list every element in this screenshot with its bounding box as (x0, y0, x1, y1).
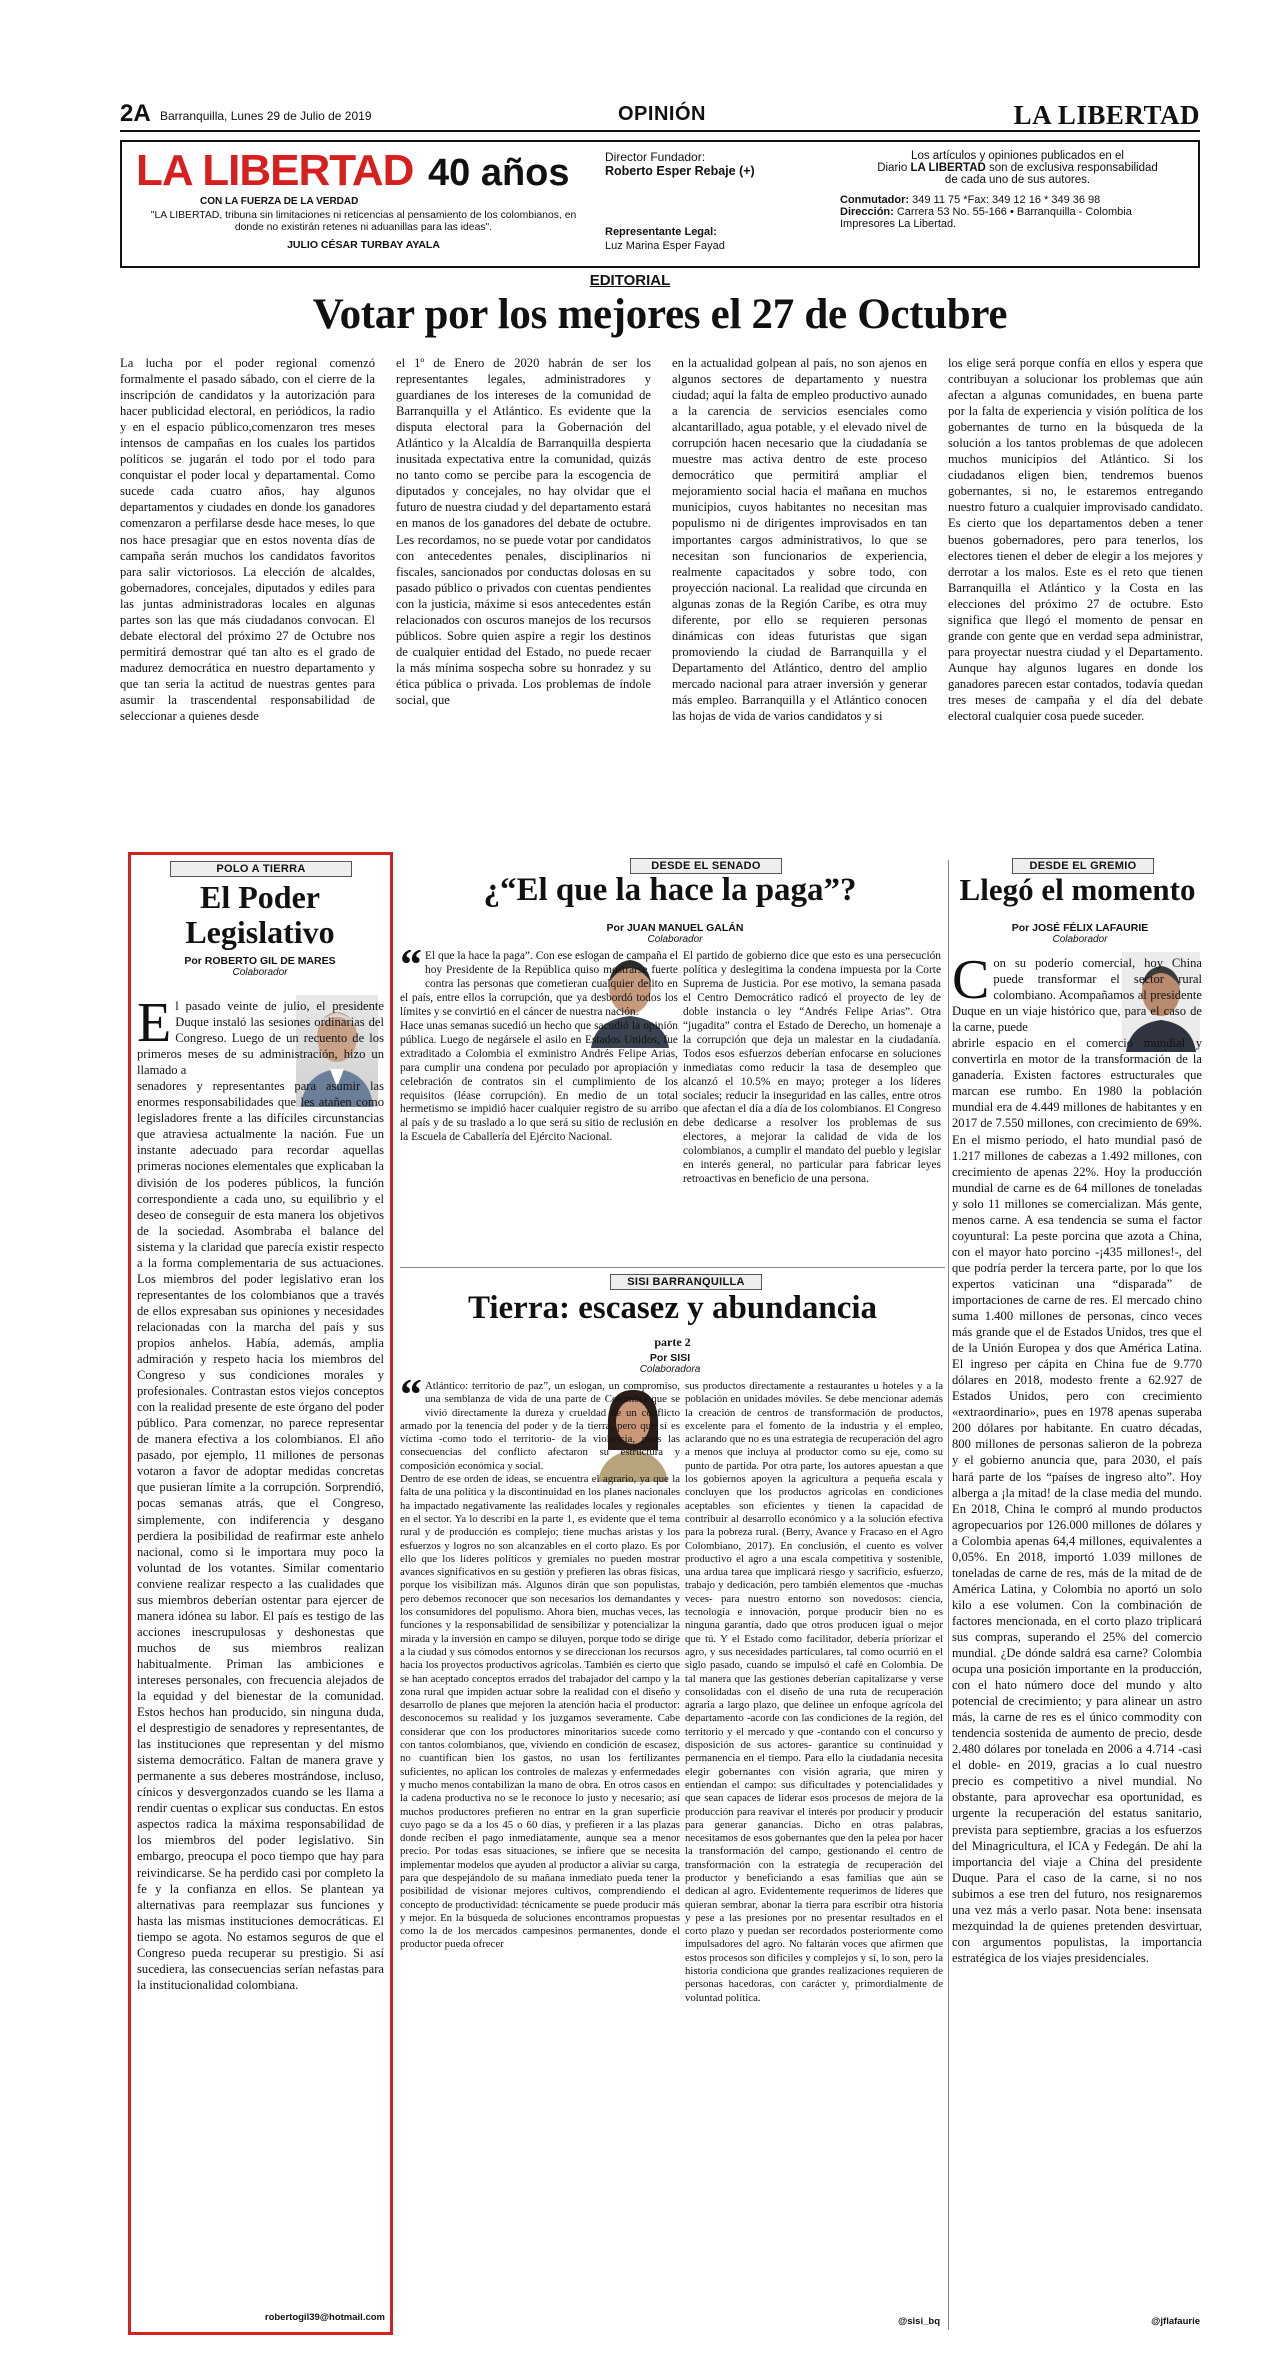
page-number: 2A (120, 100, 151, 127)
disclaimer-line-3: de cada uno de sus autores. (944, 174, 1091, 186)
sisi-col-1: “ Atlántico: territorio de paz”, un eslogan, un compromiso, una semblanza de vida de una parte de Colombia que se vivió directamente la dureza y crueldad de un conflicto armado por la tenencia del poder y de la tierra, pero que sí es víctima -como todo el territorio- de la violencia, pues las consecuencias del conflicto afectaron su estructura y composición económica y social. Dentro de ese orden de ideas, se encuentra el agrario, ya que la falta de una política y la discontinuidad en los planes nacionales ha impactado negativamente las realidades locales y regionales en el sector. Ya lo describí en la parte 1, es evidente que el tema rural y de producción es complejo; tiene muchas aristas y los esfuerzos y logros no son alcanzables en el corto plazo. Es por ello que los líderes políticos y gremiales no pueden mostrar avances significativos en su gestión y prefieren las obras físicas, porque los visibilizan más. Algunos dirán que son populistas, pero debemos reconocer que son necesarios los demandantes y los consumidores del populismo. Ahora bien, muchas veces, las funciones y la responsabilidad de sensibilizar y potencializar la mirada y la inversión en campo se diluyen, porque todo se dirige a la ciudad y sus cómodos entornos y se direccionan los recursos hacia los proyectos productivos agrícolas. También es cierto que se han aceptado conceptos errados del trabajador del campo y la zona rural que impiden actuar sobre la realidad con el diseño y desarrollo de planes que mejoren la atención hacia el productor: desconocemos su realidad y los juzgamos severamente. Cabe considerar que con los productores minoritarios sucede como con tantos colombianos, que, viviendo en condición de escasez, no cuantifican bien los gastos, no usan los fertilizantes suficientes, no aplican los controles de malezas y enfermedades y mucho menos contabilizan la mano de obra. En otros casos en la cadena productiva no se le reconoce lo justo y necesario; así muchos productores prefieren no entrar en la gran superficie cuyo pago se da a los 45 o 60 días, y prefieren ir a las plazas donde reciben el pago inmediatamente, aunque sea a menor precio. Por todas esas situaciones, se infiere que se necesita implementar modelos que ayuden al productor a aliviar su carga, para que despejándolo de su mañana inmediato pueda tener la posibilidad de visionar mejores cultivos, comprendiendo el concepto de productividad: técnicamente se puede producir más y mejor. En la búsqueda de soluciones encontramos propuestas como la de los mercados campesinos permanentes, donde el productor pueda ofrecer (400, 1380, 680, 1951)
masthead-staff (605, 150, 835, 260)
polo-headline: El Poder Legislativo (185, 879, 335, 950)
quote-author: JULIO CÉSAR TURBAY AYALA (287, 239, 440, 251)
editorial-kicker: EDITORIAL (589, 272, 671, 289)
gremio-byline: Por JOSÉ FÉLIX LAFAURIE Colaborador (1011, 922, 1149, 945)
senado-kicker: DESDE EL SENADO (630, 858, 782, 874)
printer-line: Impresores La Libertad. (840, 218, 957, 230)
editorial-headline: Votar por los mejores el 27 de Octubre (312, 291, 1008, 338)
senado-byline: Por JUAN MANUEL GALÁN Colaborador (606, 922, 744, 945)
legal-name: Luz Marina Esper Fayad (605, 240, 725, 252)
masthead-logo: LA LIBERTAD (136, 146, 414, 195)
masthead-slogan: CON LA FUERZA DE LA VERDAD (200, 196, 359, 207)
editorial-column-3: en la actualidad golpean al país, no son ajenos en algunos sectores de departamento y nuestra ciudad; aquí la falta de empleo productivo aunado a la carencia de servicios esenciales como alcantarillado, agua potable, y el elevado nivel de corrupción hacen necesario que la ciudadanía se muestre mas activa dentro de este proceso democrático que permitirá ampliar el mejoramiento social hacia el mañana en muchos municipios, cuyos habitantes no necesitan mas populismo ni de dirigentes improvisados en tan importantes cargos administrativos, lo que se necesitan son funcionarios de experiencia, realmente capacitados y sobre todo, con proyección nacional. La realidad que circunda en algunas zonas de la Región Caribe, es otra muy diferente, por ello se requieren personas dinámicas con ideas futuristas que sigan promoviendo la ciudad de Barranquilla y el Departamento del Atlántico, dentro del amplio mercado nacional para atraer inversión y generar más empleo. Barranquilla y el Atlántico conocen las hojas de vida de varios candidatos y si (672, 356, 927, 724)
header-rule (120, 130, 1200, 132)
founder-name: Roberto Esper Rebaje (+) (605, 164, 755, 178)
sisi-byline: Por SISI Colaboradora (639, 1352, 701, 1375)
sisi-headline: Tierra: escasez y abundancia (467, 1290, 878, 1326)
gremio-headline: Llegó el momento (959, 872, 1196, 907)
legal-label: Representante Legal: (605, 226, 717, 238)
dropcap-e: E (137, 998, 172, 1054)
polo-body: El pasado veinte de julio, el presidente Duque instaló las sesiones ordinarias del Congreso. Luego de un recuento de los primeros meses de su administración, hizo un llamado a senadores y representantes para asumir las enormes responsabilidades que les atañen como legisladores frente a las difíciles circunstancias que atraviesa actualmente la nación. Fue un instante adecuado para recordar aquellas primeras nociones elementales que explicaban la división de los poderes públicos, la función correspondiente a cada uno, su equilibrio y el deseo de conseguir de esta manera los objetivos de la sociedad. Asombraba el balance del sistema y la claridad que parecía existir respecto a la forma complementaria de sus actuaciones. Los miembros del poder legislativo eran los representantes de los colombianos que a través de ellos expresaban sus opiniones y necesidades relacionadas con la marcha del país y sus propios anhelos. Había, además, amplia admiración y respeto hacia los miembros del Congreso y sus condiciones morales y profesionales. Contrastan estos viejos conceptos con la realidad presente de este órgano del poder público. Para comenzar, no parece representar de manera efectiva a los colombianos. El año pasado, por ejemplo, 11 millones de personas votaron a favor de adoptar medidas concretas que pusieran límite a la corrupción. Sorprendió, pocas semanas atrás, que el Congreso, simplemente, con indiferencia y desgano perdiera la posibilidad de reafirmar este anhelo nacional, como si le importara muy poco la voluntad de los votantes. Similar comentario conviene realizar respecto a las cualidades que sus miembros deberían ostentar para ejercer de manera idónea su labor. El país es testigo de las acciones inescrupulosas y deshonestas que muchos de sus miembros realizan habitualmente. Priman las ambiciones e intereses personales, con frecuencia alejados de la equidad y del bienestar de la comunidad. Estos hechos han producido, sin ninguna duda, el desprestigio de senadores y representantes, de las instituciones que representan y del mismo sistema democrático. Faltan de manera grave y permanente a sus deberes mostrándose, incluso, cínicos y desvergonzados cuando se les llama a rendir cuentas o explicar sus conductas. En estos aspectos radica la máxima responsabilidad de los miembros del poder legislativo. Sin embargo, preocupa el poco tiempo que hay para reivindicarse. Se ha perdido casi por completo la fe y la confianza en ellos. Se plantean ya alternativas para reemplazar sus funciones y hasta las mismas instituciones democráticas. El tiempo se agota. No estamos seguros de que el Congreso pueda recuperar su prestigio. Si así sucediera, las consecuencias serían nefastas para la institucionalidad colombiana. (137, 998, 384, 1992)
masthead-logo-area (128, 146, 598, 264)
phone-line: Conmutador: 349 11 75 *Fax: 349 12 16 * 349 36 98 (840, 194, 1101, 206)
gremio-kicker: DESDE EL GREMIO (1012, 858, 1154, 874)
newspaper-name: LA LIBERTAD (1013, 100, 1200, 130)
editorial-column-4: los elige será porque confía en ellos y espera que contribuyan a solucionar los problemas que aún afectan a algunas comunidades, en buena parte por la falta de experiencia y visión política de los gobernantes de turno en la búsqueda de la solución a los tantos problemas de que adolecen muchos municipios del Atlántico. Si los ciudadanos eligen bien, tendremos buenos gobernantes, si no, le estaremos entregando nuestro futuro a cualquier improvisado candidato. Es cierto que los departamentos deben a tener buenos gobernadores, pero para tenerlos, los electores tienen el deber de elegir a los mejores y derrotar a los malos. Este es el reto que tienen Barranquilla el Atlántico y la Costa en las elecciones del próximo 27 de octubre. Esto significa que llegó el momento de pensar en grande con gente que en verdad sepa administrar, para proyectar nuestra ciudad y el Departamento. Aunque hay algunos lugares en donde los ganadores parecen estar contados, todavía quedan tres meses de campaña y el día del debate electoral cualquier cosa puede suceder. (948, 356, 1203, 724)
sisi-kicker: SISI BARRANQUILLA (610, 1274, 762, 1290)
polo-email: robertogil39@hotmail.com (264, 2312, 385, 2323)
address-line: Dirección: Carrera 53 No. 55-166 • Barranquilla - Colombia (840, 206, 1132, 218)
senado-headline: ¿“El que la hace la paga”? (483, 872, 857, 908)
founder-label: Director Fundador: (605, 150, 706, 164)
polo-kicker: POLO A TIERRA (170, 861, 352, 877)
senado-col-1: “ El que la hace la paga”. Con ese eslogan de campaña el hoy Presidente de la República quiso mostrarse fuerte contra las personas que cometieran cualquier delito en el país, entre ellos la corrupción, que ya desbordó todos los límites y se convirtió en el cáncer de nuestra nación. Hace unas semanas sucedió un hecho que sacudió la opinión pública. Luego de negársele el asilo en Estados Unidos, fue extraditado a Colombia el exministro Andrés Felipe Arias, para cumplir una condena por peculado por apropiación y celebración de contratos sin el cumplimiento de los requisitos (léase corrupción). En medio de un total hermetismo se impidió hacer cualquier registro de su arribo al país y de su traslado a lo que será su sitio de reclusión en la Escuela de Caballería del Ejército Nacional. (400, 950, 678, 1144)
masthead-info (840, 150, 1195, 260)
dropcap-c: C (952, 955, 990, 1011)
disclaimer-line-1: Los artículos y opiniones publicados en el (911, 150, 1124, 162)
polo-byline: Por ROBERTO GIL DE MARES Colaborador (184, 955, 336, 978)
gremio-body: Con su poderío comercial, hoy China puede transformar el sector rural colombiano. Acompañamos al presidente Duque en un viaje histórico que, para el caso de la carne, puede abrirle espacio en el comercio mundial y convertirla en motor de la transformación de la ganadería. Existen factores estructurales que marcan ese rumbo. En 1980 la población mundial era de 4.449 millones de habitantes y en 2017 de 7.550 millones, con crecimiento de 69%. En el mismo periodo, el hato mundial pasó de 1.217 millones de cabezas a 1.492 millones, con crecimiento de apenas 22%. Hoy la producción mundial de carne es de 64 millones de toneladas y solo 11 millones se comercializan. Más gente, menos carne. A esa tendencia se suma el factor coyuntural: La peste porcina que azota a China, con el mayor hato porcino -¡435 millones!-, del que podría perder la tercera parte, por lo que los expertos vaticinan una “disparada” de importaciones de carne de res. El mercado chino suma 1.400 millones de personas, cinco veces más grande que el de Estados Unidos, tres que el de la Unión Europea y dos que América Latina. El ingreso per cápita en China fue de 9.770 dólares en 2018, modesto frente a 62.927 de Estados Unidos, pero con crecimiento «extraordinario», pues en 1978 apenas superaba 200 dólares por habitante. En cuatro décadas, 800 millones de personas salieron de la pobreza y el gobierno anuncia que, para 2030, el país hará parte de los “países de ingreso alto”. Hoy alberga a ¡la mitad! de la clase media del mundo. En 2018, China le compró al mundo productos agropecuarios por 126.000 millones de dólares y a Colombia apenas 64,4 millones, equivalentes a 0,05%. En 2018, importó 1.039 millones de toneladas de carne de res, más de la mitad de de América Latina, y Colombia no aportó un solo kilo a ese volumen. Con la combinación de factores mencionada, en el corto plazo triplicará sus compras, superando el 25% del comercio mundial. ¿De dónde saldrá esa carne? Colombia ocupa una posición importante en la producción, con el hato número doce del mundo y alto potencial de crecimiento; y para alinear un astro más, la carne de res es el único commodity con tendencia sostenida de aumento de precio, desde 2.480 dólares por tonelada en 2006 a 4.714 -casi el doble- en 2019, gracias a lo cual nuestro precio es competitivo a nivel mundial. No obstante, para aprovechar esa oportunidad, es urgente la recuperación del estatus sanitario, prevista para septiembre, gracias a los esfuerzos del Minagricultura, el ICA y Fedegán. De ahí la importancia del viaje a China del presidente Duque. Para el caso de la carne, si no nos subimos a ese tren del futuro, nos resignaremos una vez más a verlo pasar. Nota bene: insensata mezquindad la de quienes pretenden desvirtuar, con argumentos populistas, la importancia estratégica de los viajes presidenciales. (952, 955, 1202, 1965)
page-header (120, 100, 1200, 130)
editorial-column-1: La lucha por el poder regional comenzó formalmente el pasado sábado, con el cierre de la inscripción de candidatos y la autorización para hacer publicidad electoral, en periódicos, la radio y en el espacio público,comenzaron tres meses intensos de campañas en los cuales los partidos políticos se jugarán el todo por el todo para conquistar el poder local y departamental. Como sucede cada cuatro años, hay algunos departamentos y ciudades en donde los ganadores comenzaron a perfilarse desde hace meses, lo que nos hace presagiar que en estos noventa días de campaña serán muchos los candidatos favoritos para salir victoriosos. La elección de alcaldes, gobernadores, concejales, diputados y ediles para las juntas administradoras locales en algunas partes son las que más ciudadanos convocan. El debate electoral del próximo 27 de Octubre nos permitirá demostrar qué tan alto es el grado de madurez democrática en nuestro departamento y que tan seria la actitud de nuestras gentes para asumir la trascendental responsabilidad de seleccionar a quienes desde (120, 356, 375, 724)
masthead-quote: "LA LIBERTAD, tribuna sin limitaciones ni reticencias al pensamiento de los colombianos, en donde no existirán retenes ni aduanillas para las ideas". (150, 210, 577, 233)
section-rule (400, 1267, 945, 1268)
sisi-col-2: sus productos directamente a restaurantes u hoteles y a la población en unidades móviles. Se debe mencionar además la creación de centros de transformación de productos, excelente para el fomento de la industria y el empleo, aclarando que no es una estrategia de recuperación del agro a menos que incluya al productor como su eje, como su punto de partida. Por otra parte, los autores apuestan a que los gobiernos apoyen la agricultura a pequeña escala y concluyen que los productos agrícolas en condiciones aceptables son eficientes y tienen la capacidad de contribuir al desarrollo económico y a la solución efectiva para la pobreza rural. (Berry, Avance y Fracaso en el Agro Colombiano, 2017). En conclusión, el cuento es volver productivo el agro a una escala competitiva y sostenible, una ardua tarea que implicará riesgo y sacrificio, esfuerzo, trabajo y dedicación, pero también elementos que -muchas veces- para nuestro entorno son novedosos: ciencia, tecnología e innovación, porque producir bien no es ninguna garantía, dado que otros producen igual o mejor que tú. Y el Estado como facilitador, debería priorizar el agro, y sus necesidades particulares, tal como ocurrió en el siglo pasado, cuando se impulsó el café en Colombia. De tal manera que las gestiones deberían capitalizarse y verse consolidadas con el diseño de una ruta de recuperación agraria a largo plazo, que delinee un enfoque agrícola del departamento -acorde con las condiciones de la región, del territorio y el mercado y que -contando con el concurso y disposición de sus actores- garantice su continuidad y permanencia en el tiempo. Para ello la ciudadanía necesita elegir gobernantes con visión agraria, que miren y entiendan el campo: sus dificultades y potencialidades y que sean capaces de liderar esos procesos de mejora de la producción para reavivar el interés por producir y producir para generar ganancias. Dicho en otras palabras, necesitamos de esos gobernantes que den la pelea por hacer la transformación del campo, gestionando el centro de transformación con la estrategia de recuperación del productor y beneficiando a esas familias que aún se dedican al agro. Evidentemente requerimos de líderes que quieran sembrar, abonar la tierra para escribir otra historia y pese a las presiones por no presentar resultados en el corto plazo y puedan ser recordados posteriormente como impulsadores del agro. No faltarán voces que afirmen que estos procesos son difíciles y complejos y sí, lo son, pero la historia condiciona que grandes realizaciones requieren de personas hacedoras, con carácter y, primordialmente de voluntad política. (685, 1380, 943, 2004)
sisi-part: parte 2 (654, 1335, 691, 1349)
gremio-handle: @jflafaurie (1151, 2316, 1200, 2327)
anniversary-label: 40 años (428, 152, 570, 194)
editorial-column-2: el 1º de Enero de 2020 habrán de ser los representantes legales, administradores y guardianes de los intereses de la comunidad de Barranquilla y el Atlántico. Es evidente que la disputa electoral para la Gobernación del Atlántico y la Alcaldía de Barranquilla despierta inusitada expectativa entre la comunidad, quizás no tanto como se percibe para la escogencia de diputados y concejales, no hay olvidar que el futuro de nuestra ciudad y del departamento estará en manos de los ganadores del debate de octubre. Les recordamos, no se puede votar por candidatos con antecedentes penales, disciplinarios ni fiscales, sancionados por conductas dolosas en su pasado público o privados con cuentas pendientes con la justicia, máxime si esos antecedentes están relacionados con oscuros manejos de los recursos públicos. Sobre quien aspire a regir los destinos de cualquier entidad del Estado, no puede recaer la más mínima sospecha sobre su honradez y su ética pública o privada. Los problemas de índole social, que (396, 356, 651, 707)
section-title: OPINIÓN (618, 103, 706, 125)
disclaimer-line-2: Diario LA LIBERTAD son de exclusiva responsabilidad (877, 162, 1158, 174)
column-divider (948, 860, 949, 2330)
senado-col-2: El partido de gobierno dice que esto es una persecución política y deslegitima la condena impuesta por la Corte Suprema de Justicia. Por ese motivo, la semana pasada el Centro Democrático radicó el proyecto de ley de doble instancia o ley “Andrés Felipe Arias”. Otra “jugadita” contra el Estado de Derecho, un homenaje a la corrupción que deja un malestar en la ciudadanía. Todos esos esfuerzos deberían enfocarse en soluciones inmediatas como reducir la tasa de desempleo que alcanzó el 10.5% en mayo; proteger a los líderes sociales; reducir la inseguridad en las calles, entre otros que afectan el día a día de los colombianos. El Congreso debe dedicarse a resolver los problemas de sus electores, a mejorar la calidad de vida de los colombianos, a cumplir el mandato del pueblo y legislar en interés general, no particular para fabricar leyes retroactivas en beneficio de una persona. (683, 950, 941, 1186)
sisi-handle: @sisi_bq (898, 2316, 940, 2327)
date-line: Barranquilla, Lunes 29 de Julio de 2019 (160, 109, 372, 123)
